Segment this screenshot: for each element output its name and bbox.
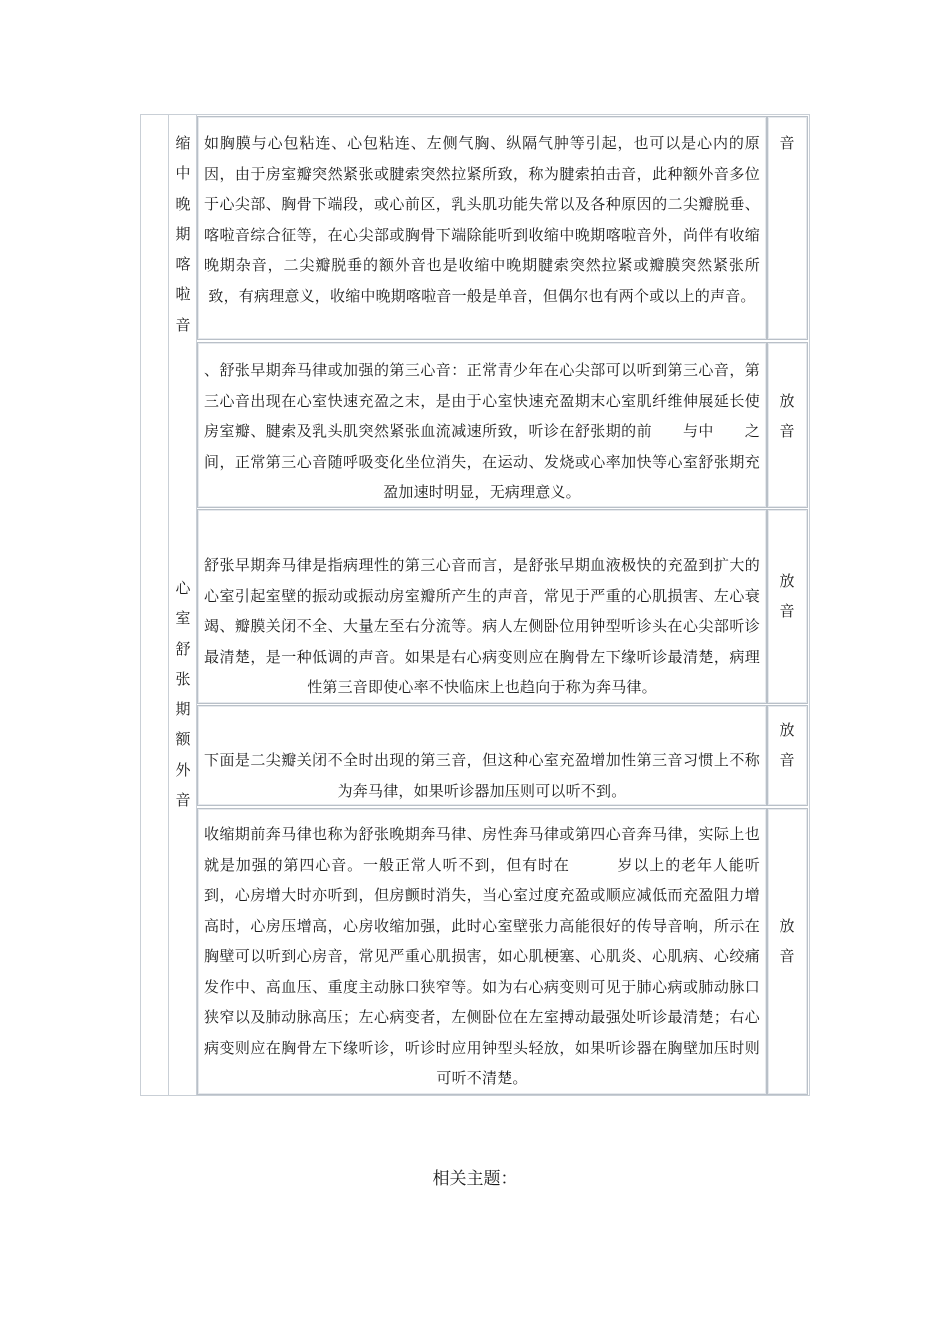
row-text: 舒张早期奔马律是指病理性的第三心音而言，是舒张早期血液极快的充盈到扩大的心室引起室壁的振动或振动房室瓣所产生的声音，常见于严重的心肌损害、左心衰竭、瓣膜关闭不全、大量左至右分流等。病人左侧卧位用钟型听诊头在心尖部听诊最清楚，是一种低调的声音。如果是右心病变则应在胸骨左下缘听诊最清楚，病理性第三音即使心率不快临床上也趋向于称为奔马律。 [204,556,760,696]
related-topics-heading: 相关主题： [432,1169,518,1189]
row-text: 下面是二尖瓣关闭不全时出现的第三音，但这种心室充盈增加性第三音习惯上不称为奔马律，如果听诊器加压则可以听不到。 [204,751,760,800]
row-side-label: 放音 [779,572,795,620]
row-text: 收缩期前奔马律也称为舒张晚期奔马律、房性奔马律或第四心音奔马律，实际上也就是加强的第四心音。一般正常人听不到，但有时在 岁以上的老年人能听到，心房增大时亦听到，但房颤时消失，当心室过度充盈或顺应减低而充盈阻力增高时，心房压增高，心房收缩加强，此时心室壁张力高能很好的传导音响，所示在胸壁可以听到心房音，常见严重心肌损害，如心肌梗塞、心肌炎、心肌病、心绞痛发作中、高血压、重度主动脉口狭窄等。如为右心病变则可见于肺心病或肺动脉口狭窄以及肺动脉高压；左心病变者，左侧卧位在左室搏动最强处听诊最清楚；右心病变则应在胸骨左下缘听诊，听诊时应用钟型头轻放，如果听诊器在胸壁加压时则可听不清楚。 [204,825,760,1087]
row-text: 、舒张早期奔马律或加强的第三心音：正常青少年在心尖部可以听到第三心音，第三心音出现在心室快速充盈之末，是由于心室快速充盈期末心室肌纤维伸展延长使房室瓣、腱索及乳头肌突然紧张血流减速所致，听诊在舒张期的前 与中 之间，正常第三心音随呼吸变化坐位消失，在运动、发烧或心率加快等心室舒张期充盈加速时明显，无病理意义。 [204,361,760,501]
row-side-label: 放音 [779,917,795,965]
row-side-label: 放音 [779,721,795,769]
table-divider [168,114,169,1096]
group-label: 心室舒张期额外音 [175,579,191,810]
row-side-label: 放音 [779,392,795,440]
row-text: 如胸膜与心包粘连、心包粘连、左侧气胸、纵隔气肿等引起，也可以是心内的原因，由于房室瓣突然紧张或腱索突然拉紧所致，称为腱索拍击音，此种额外音多位于心尖部、胸骨下端段，或心前区，乳头肌功能失常以及各种原因的二尖瓣脱垂、喀啦音综合征等，在心尖部或胸骨下端除能听到收缩中晚期喀啦音外，尚伴有收缩晚期杂音，二尖瓣脱垂的额外音也是收缩中晚期腱索突然拉紧或瓣膜突然紧张所致，有病理意义，收缩中晚期喀啦音一般是单音，但偶尔也有两个或以上的声音。 [204,134,760,305]
row-label: 缩中晚期喀啦音 [175,134,191,334]
row-side-label: 音 [779,134,795,152]
